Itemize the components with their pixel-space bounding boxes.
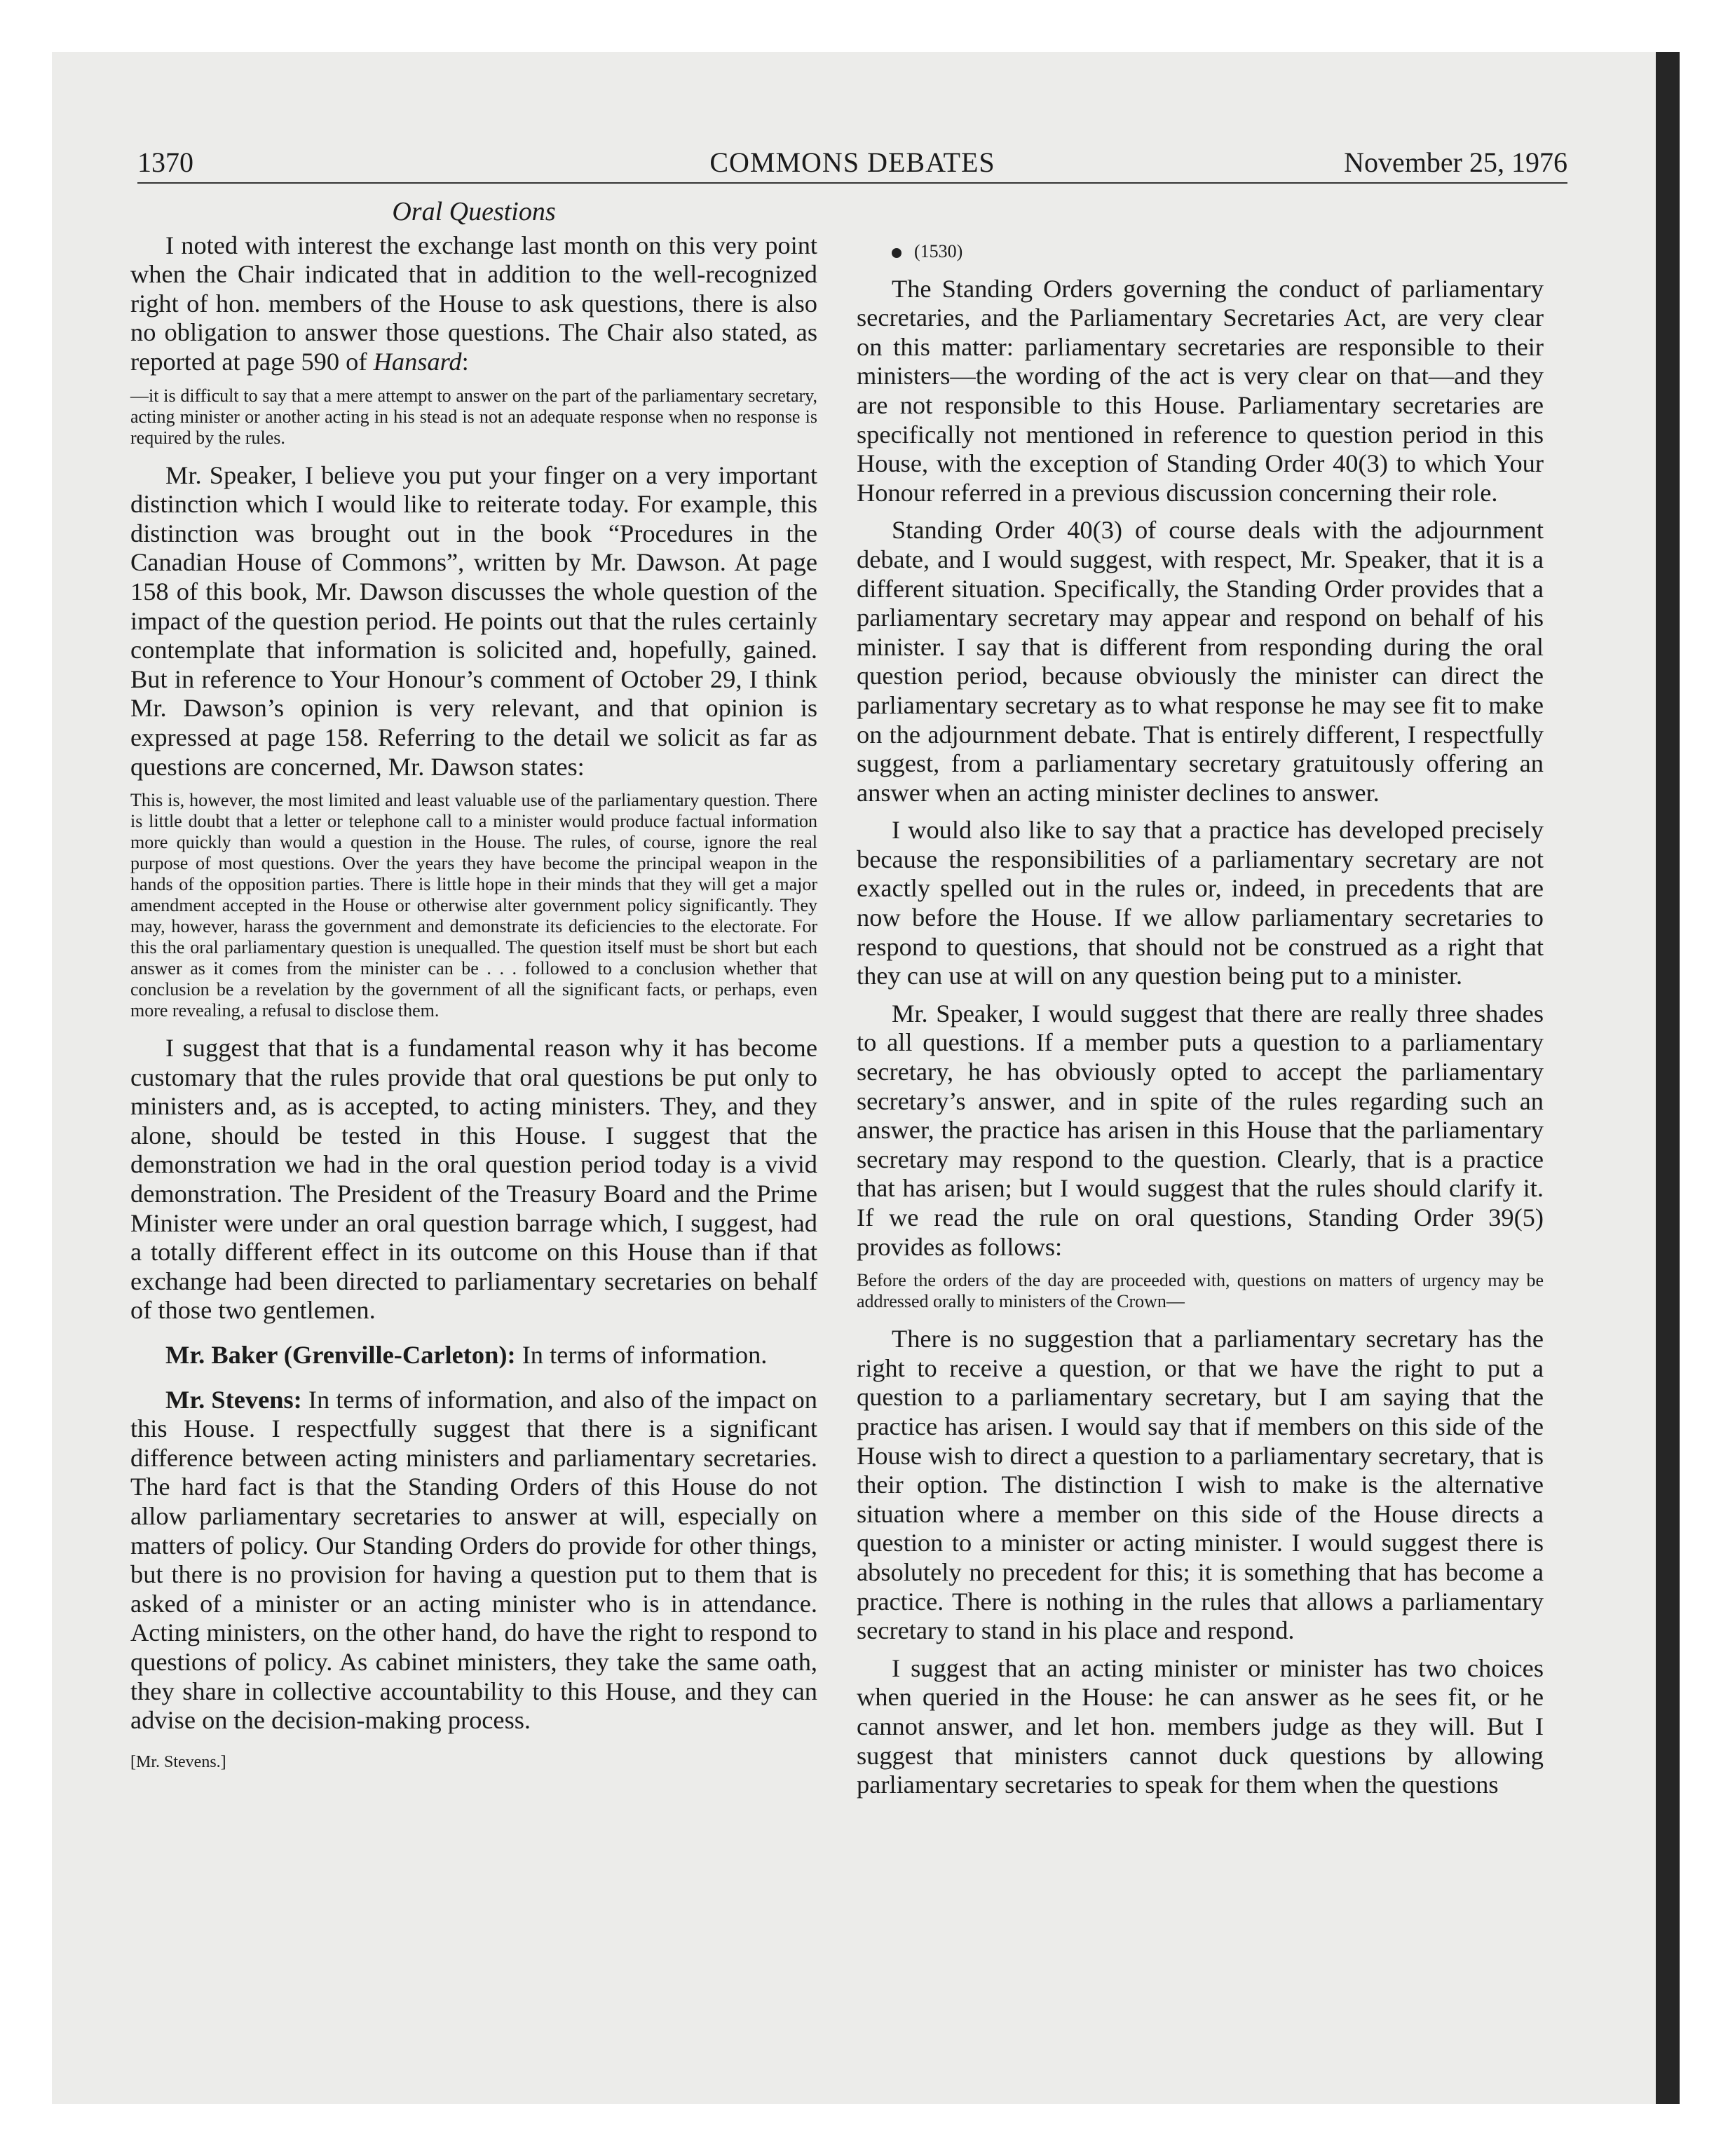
speech-text: In terms of information, and also of the impact on this House. I respectfully suggest that there is a significant difference between acting ministers and parliamentary secretaries. The hard fact is that the Standing Orders of this House do not allow parliamentary secretaries to answer at will, especially on matters of policy. Our Standing Orders do provide for other things, but there is no provision for having a question put to them that is asked of a minister or an acting minister who is in attendance. Acting ministers, on the other hand, do have the right to respond to questions of policy. As cabinet ministers, they take the same oath, they share in collective accountability to this House, and they can advise on the decision-making process. [130, 1385, 817, 1735]
time-marker [857, 237, 1544, 266]
speech-stevens [130, 1386, 817, 1735]
speaker-name: Mr. Baker (Grenville-Carleton): [165, 1341, 516, 1370]
paragraph: Mr. Speaker, I would suggest that there are really three shades to all questions. If a member puts a question to a parliamentary secretary, he has obviously opted to accept the parliamentary secretary’s answer, and in spite of the rules regarding such an answer, the practice has arisen in this House that the parliamentary secretary may respond to the question. Clearly, that is a practice that has arisen; but I would suggest that the rules should clarify it. If we read the rule on oral questions, Standing Order 39(5) provides as follows: [857, 999, 1544, 1261]
paragraph: Mr. Speaker, I believe you put your finger on a very important distinction which I would like to reiterate today. For example, this distinction was brought out in the book “Procedures in the Canadian House of Commons”, written by Mr. Dawson. At page 158 of this book, Mr. Dawson discusses the whole question of the impact of the question period. He points out that the rules certainly contemplate that information is solicited and, hopefully, gained. But in reference to Your Honour’s comment of October 29, I think Mr. Dawson’s opinion is very relevant, and that opinion is expressed at page 158. Referring to the detail we solicit as far as questions are concerned, Mr. Dawson states: [130, 460, 817, 781]
speaker-name: Mr. Stevens: [165, 1385, 302, 1414]
paragraph-text: I noted with interest the exchange last month on this very point when the Chair indicated that in addition to the well-recognized right of hon. members of the House to ask questions, there is also no obligation to answer those questions. The Chair also stated, as reported at page 590 of [130, 231, 817, 376]
block-quote: Before the orders of the day are proceeded with, questions on matters of urgency may be addressed orally to ministers of the Crown— [857, 1270, 1544, 1312]
bullet-icon [892, 248, 901, 258]
publication-date: November 25, 1976 [1344, 146, 1567, 178]
scan-edge-shadow [1656, 52, 1680, 2104]
paragraph: I suggest that an acting minister or minister has two choices when queried in the House: he can answer as he sees fit, or he cannot answer, and let hon. members judge as they will. But I suggest that ministers cannot duck questions by allowing parliamentary secretaries to speak for them when the questions [857, 1653, 1544, 1799]
block-quote: —it is difficult to say that a mere attempt to answer on the part of the parliamentary secretary, acting minister or another acting in his stead is not an adequate response when no response is required by the rules. [130, 385, 817, 448]
speech-baker [130, 1341, 817, 1370]
paragraph: Standing Order 40(3) of course deals with the adjournment debate, and I would suggest, with respect, Mr. Speaker, that it is a different situation. Specifically, the Standing Order provides that a parliamentary secretary may appear and respond on behalf of his minister. I say that is different from responding during the oral question period, because obviously the minister can direct the parliamentary secretary as to what response he may see fit to make on the adjournment debate. That is entirely different, I respectfully suggest, from a parliamentary secretary gratuitously offering an answer when an acting minister declines to answer. [857, 516, 1544, 807]
section-heading: Oral Questions [392, 197, 556, 226]
running-title: COMMONS DEBATES [709, 146, 995, 178]
right-column [857, 237, 1544, 1808]
left-column [130, 198, 817, 1785]
speaker-attribution: [Mr. Stevens.] [130, 1752, 226, 1771]
paragraph: The Standing Orders governing the conduct of parliamentary secretaries, and the Parliamentary Secretaries Act, are very clear on this matter: parliamentary secretaries are responsible to their ministers—the wording of the act is very clear on that—and they are not responsible to this House. Parliamentary secretaries are specifically not mentioned in reference to question period in this House, with the exception of Standing Order 40(3) to which Your Honour referred in a previous discussion concerning their role. [857, 274, 1544, 507]
paragraph: I would also like to say that a practice has developed precisely because the responsibilities of a parliamentary secretary are not exactly spelled out in the rules or, indeed, in precedents that are now before the House. If we allow parliamentary secretaries to respond to questions, that should not be construed as a right that they can use at will on any question being put to a minister. [857, 816, 1544, 990]
page-header [137, 146, 1567, 184]
speech-text: In terms of information. [515, 1341, 768, 1370]
paragraph: There is no suggestion that a parliamentary secretary has the right to receive a question, or that we have the right to put a question to a parliamentary secretary, but I am saying that the practice has arisen. I would say that if members on this side of the House wish to direct a question to a parliamentary secretary, that is their option. The distinction I wish to make is the alternative situation where a member on this side of the House directs a question to a minister or acting minister. I would suggest there is absolutely no precedent for this; it is something that has become a practice. There is nothing in the rules that allows a parliamentary secretary to stand in his place and respond. [857, 1325, 1544, 1645]
block-quote: This is, however, the most limited and least valuable use of the parliamentary question. There is little doubt that a letter or telephone call to a minister would produce factual information more quickly than would a question in the House. The rules, of course, ignore the real purpose of most questions. Over the years they have become the principal weapon in the hands of the opposition parties. There is little hope in their minds that they will get a major amendment accepted in the House or otherwise alter government policy significantly. They may, however, harass the government and demonstrate its deficiencies to the electorate. For this the oral parliamentary question is unequalled. The question itself must be short but each answer as it comes from the minister can be . . . followed to a conclusion whether that conclusion be a revelation by the government of all the significant facts, or perhaps, even more revealing, a refusal to disclose them. [130, 790, 817, 1021]
paragraph [130, 231, 817, 377]
time-marker-text: (1530) [914, 241, 963, 261]
paragraph: I suggest that that is a fundamental reason why it has become customary that the rules provide that oral questions be put only to ministers and, as is accepted, to acting ministers. They, and they alone, should be tested in this House. I suggest that the demonstration we had in the oral question period today is a vivid demonstration. The President of the Treasury Board and the Prime Minister were under an oral question barrage which, I suggest, had a totally different effect in its outcome on this House than if that exchange had been directed to parliamentary secretaries on behalf of those two gentlemen. [130, 1034, 817, 1325]
paragraph-text: : [461, 347, 469, 376]
page-number: 1370 [137, 146, 193, 178]
italic-reference: Hansard [373, 347, 462, 376]
